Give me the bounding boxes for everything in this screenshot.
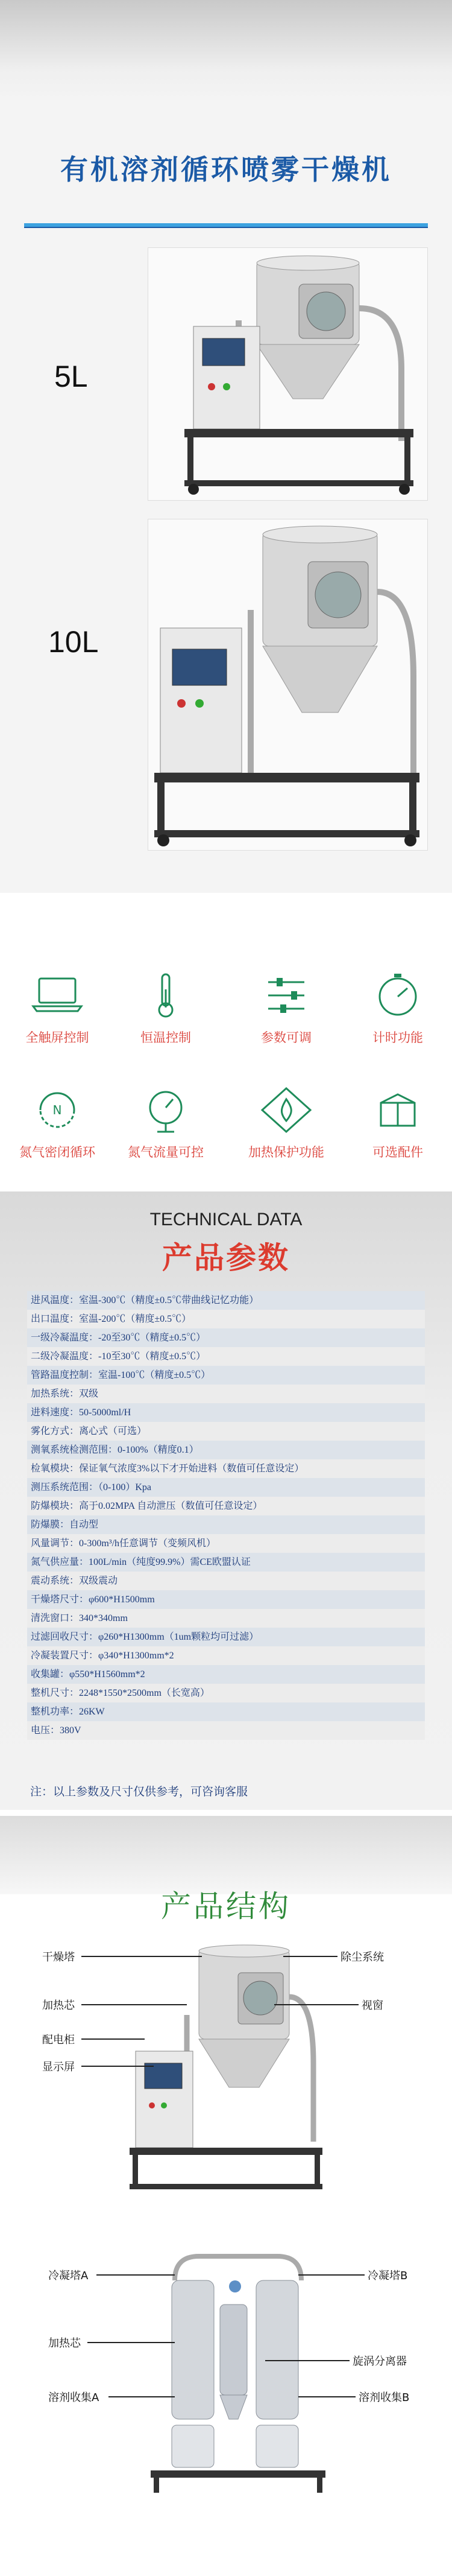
spec-row: 测氧系统检测范围：0-100%（精度0.1） — [27, 1441, 425, 1459]
spec-row: 雾化方式：离心式（可选） — [27, 1422, 425, 1441]
callout-line — [298, 2274, 365, 2276]
svg-text:N: N — [52, 1103, 62, 1117]
callout-line — [283, 1956, 337, 1957]
spec-row: 进风温度：室温-300℃（精度±0.5℃带曲线记忆功能） — [27, 1291, 425, 1310]
structure-diagram-lower — [139, 2244, 337, 2498]
timer-icon — [368, 971, 428, 1020]
feature-heat-protect — [241, 1086, 331, 1161]
title-underline-dark — [24, 227, 428, 228]
spec-row: 收集罐：φ550*H1560mm*2 — [27, 1665, 425, 1684]
spec-row: 干燥塔尺寸：φ600*H1500mm — [27, 1590, 425, 1609]
thermometer-icon — [136, 971, 196, 1020]
model-label-10l: 10L — [48, 625, 99, 659]
callout-line — [81, 2038, 145, 2040]
callout-cyclone-separator: 旋涡分离器 — [353, 2355, 407, 2368]
structure-diagram-upper — [127, 1943, 325, 2196]
structure-title: 产品结构 — [161, 1889, 291, 1924]
spec-row: 管路温度控制：室温-100℃（精度±0.5℃） — [27, 1366, 425, 1385]
spec-row: 电压：380V — [27, 1721, 425, 1740]
spec-row: 测压系统范围：（0-100）Kpa — [27, 1478, 425, 1497]
feature-label: 氮气流量可控 — [128, 1145, 204, 1160]
spec-note: 注：以上参数及尺寸仅供参考，可咨询客服 — [30, 1785, 248, 1798]
spec-table — [27, 1291, 425, 1740]
spec-row: 整机尺寸：2248*1550*2500mm（长宽高） — [27, 1684, 425, 1702]
callout-line — [96, 2274, 175, 2276]
feature-label: 可选配件 — [372, 1145, 423, 1160]
feature-touchscreen — [12, 971, 102, 1046]
spec-row: 清洗窗口：340*340mm — [27, 1609, 425, 1628]
callout-condenser-b: 冷凝塔B — [368, 2270, 408, 2282]
callout-line — [274, 2004, 359, 2005]
spec-row: 防爆模块：高于0.02MPA 自动泄压（数值可任意设定） — [27, 1497, 425, 1515]
spec-row: 冷凝装置尺寸：φ340*H1300mm*2 — [27, 1646, 425, 1665]
feature-flow — [121, 1086, 211, 1161]
sliders-icon — [256, 971, 316, 1020]
spec-row: 加热系统：双级 — [27, 1385, 425, 1403]
callout-heater-core-2: 加热芯 — [48, 2337, 81, 2350]
feature-label: 计时功能 — [372, 1030, 423, 1045]
feature-label: 参数可调 — [261, 1030, 312, 1045]
feature-label: 加热保护功能 — [248, 1145, 324, 1160]
feature-label: 氮气密闭循环 — [19, 1145, 95, 1160]
technical-heading-cn: 产品参数 — [162, 1240, 290, 1275]
feature-nitrogen-cycle — [12, 1086, 102, 1161]
machine-image-5l — [148, 247, 428, 501]
feature-params — [241, 971, 331, 1046]
technical-heading-en: TECHNICAL DATA — [149, 1210, 303, 1229]
spec-row: 震动系统：双级震动 — [27, 1572, 425, 1590]
spec-row: 进料速度：50-5000ml/H — [27, 1403, 425, 1422]
callout-window: 视窗 — [362, 1999, 383, 2012]
hero-gradient — [0, 0, 452, 100]
callout-line — [265, 2360, 350, 2361]
callout-line — [298, 2396, 356, 2397]
laptop-icon — [27, 971, 87, 1020]
model-label-5l: 5L — [54, 360, 88, 393]
callout-line — [81, 1956, 202, 1957]
spec-row: 二级冷凝温度：-10至30℃（精度±0.5℃） — [27, 1347, 425, 1366]
callout-display: 显示屏 — [42, 2061, 75, 2073]
callout-heater-core: 加热芯 — [42, 1999, 75, 2012]
feature-label: 全触屏控制 — [25, 1030, 89, 1045]
machine-image-10l — [148, 519, 428, 851]
spec-row: 出口温度：室温-200℃（精度±0.5℃） — [27, 1310, 425, 1328]
feature-thermostat — [121, 971, 211, 1046]
flow-gauge-icon — [136, 1086, 196, 1134]
feature-timer — [353, 971, 443, 1046]
callout-line — [87, 2342, 175, 2343]
callout-line — [81, 2066, 154, 2067]
spec-row: 整机功率：26KW — [27, 1702, 425, 1721]
flame-shield-icon — [256, 1086, 316, 1134]
page-title: 有机溶剂循环喷雾干燥机 — [60, 153, 392, 186]
feature-label: 恒温控制 — [140, 1030, 191, 1045]
spec-row: 检氧模块：保证氧气浓度3%以下才开始进料（数值可任意设定） — [27, 1459, 425, 1478]
spec-row: 防爆膜：自动型 — [27, 1515, 425, 1534]
callout-line — [81, 2004, 187, 2005]
callout-solvent-collect-a: 溶剂收集A — [48, 2391, 99, 2404]
callout-drying-tower: 干燥塔 — [42, 1951, 75, 1964]
spec-row: 过滤回收尺寸：φ260*H1300mm（1um颗粒均可过滤） — [27, 1628, 425, 1646]
callout-control-cabinet: 配电柜 — [42, 2034, 75, 2046]
callout-solvent-collect-b: 溶剂收集B — [359, 2391, 410, 2404]
callout-dust-system: 除尘系统 — [341, 1951, 384, 1964]
box-icon — [368, 1086, 428, 1134]
callout-line — [108, 2396, 175, 2397]
spec-row: 风量调节：0-300m³/h任意调节（变频风机） — [27, 1534, 425, 1553]
feature-accessories — [353, 1086, 443, 1161]
callout-condenser-a: 冷凝塔A — [48, 2270, 89, 2282]
nitrogen-cycle-icon — [27, 1086, 87, 1134]
spec-row: 一级冷凝温度：-20至30℃（精度±0.5℃） — [27, 1328, 425, 1347]
spec-row: 氮气供应量：100L/min（纯度99.9%）需CE欧盟认证 — [27, 1553, 425, 1572]
